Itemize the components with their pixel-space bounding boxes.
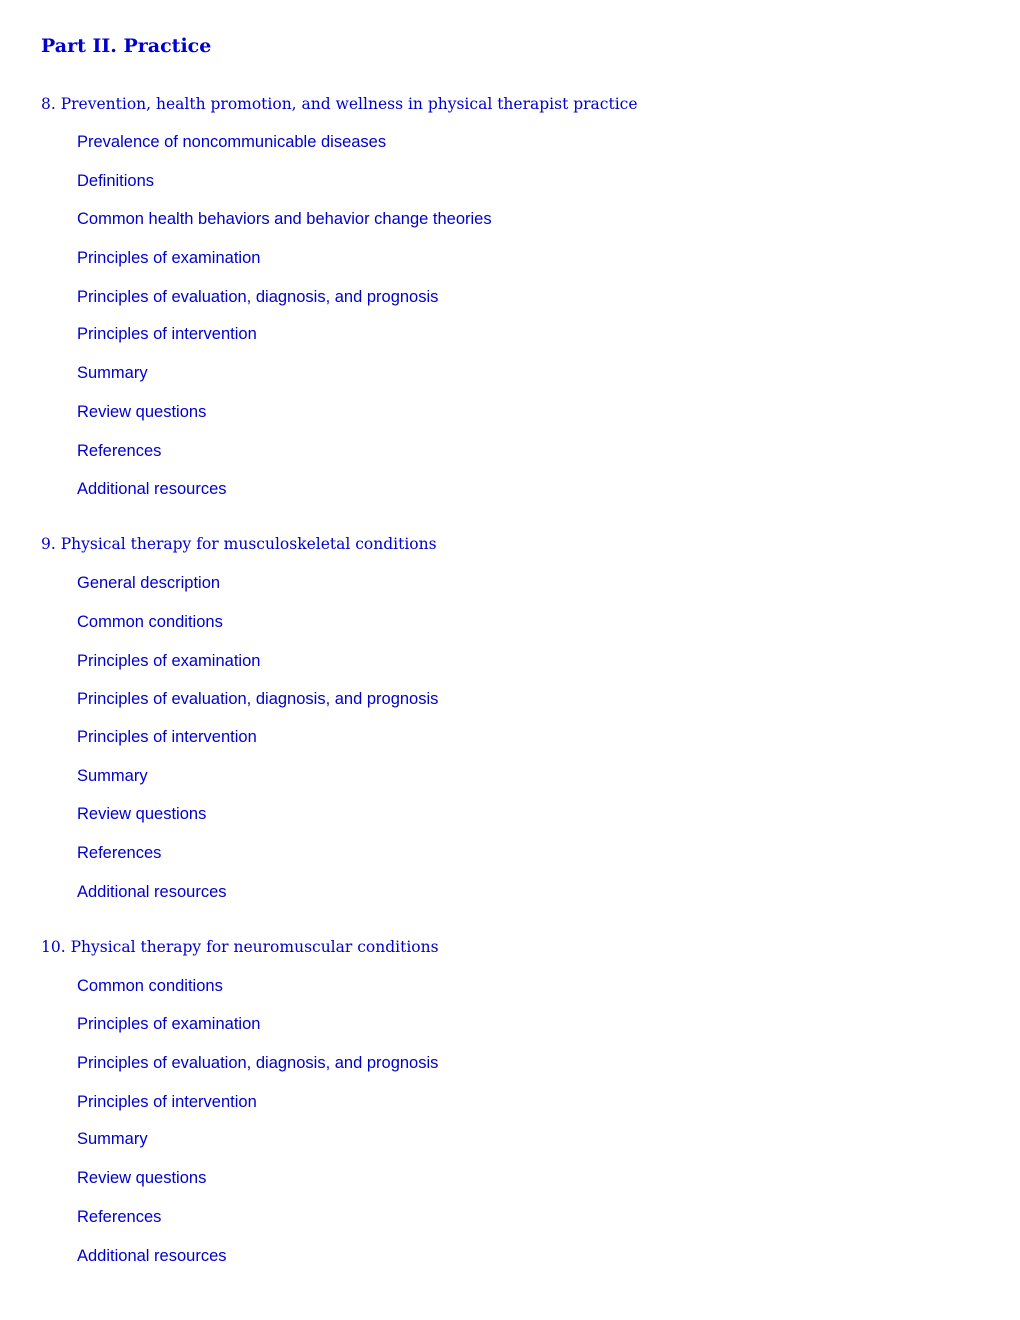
- section-link[interactable]: Additional resources: [77, 480, 227, 498]
- section-link[interactable]: Principles of intervention: [77, 728, 257, 746]
- section-link[interactable]: Principles of intervention: [77, 1093, 257, 1111]
- section-link[interactable]: Review questions: [77, 403, 207, 421]
- section-link[interactable]: Summary: [77, 364, 148, 382]
- chapter-10-link[interactable]: 10. Physical therapy for neuromuscular conditions: [41, 938, 439, 956]
- section-link[interactable]: Summary: [77, 1130, 148, 1148]
- section-link[interactable]: General description: [77, 574, 221, 592]
- section-link[interactable]: Principles of evaluation, diagnosis, and prognosis: [77, 288, 439, 306]
- section-link[interactable]: Review questions: [77, 805, 207, 823]
- section-link[interactable]: References: [77, 1208, 162, 1226]
- section-link[interactable]: Prevalence of noncommunicable diseases: [77, 133, 387, 151]
- section-link[interactable]: Principles of examination: [77, 1015, 261, 1033]
- chapter-9-link[interactable]: 9. Physical therapy for musculoskeletal conditions: [41, 535, 437, 553]
- section-link[interactable]: Summary: [77, 767, 148, 785]
- section-link[interactable]: Principles of evaluation, diagnosis, and prognosis: [77, 1054, 439, 1072]
- section-link[interactable]: References: [77, 844, 162, 862]
- section-link[interactable]: Review questions: [77, 1169, 207, 1187]
- section-link[interactable]: Common conditions: [77, 977, 223, 995]
- section-link[interactable]: Principles of examination: [77, 652, 261, 670]
- chapter-8-link[interactable]: 8. Prevention, health promotion, and wellness in physical therapist practice: [41, 95, 638, 113]
- section-link[interactable]: Common health behaviors and behavior change theories: [77, 210, 492, 228]
- section-link[interactable]: Additional resources: [77, 1247, 227, 1265]
- section-link[interactable]: Principles of examination: [77, 249, 261, 267]
- section-link[interactable]: Common conditions: [77, 613, 223, 631]
- section-link[interactable]: Definitions: [77, 172, 155, 190]
- part-title-link[interactable]: Part II. Practice: [41, 35, 212, 57]
- section-link[interactable]: Principles of evaluation, diagnosis, and prognosis: [77, 690, 439, 708]
- section-link[interactable]: References: [77, 442, 162, 460]
- section-link[interactable]: Principles of intervention: [77, 325, 257, 343]
- section-link[interactable]: Additional resources: [77, 883, 227, 901]
